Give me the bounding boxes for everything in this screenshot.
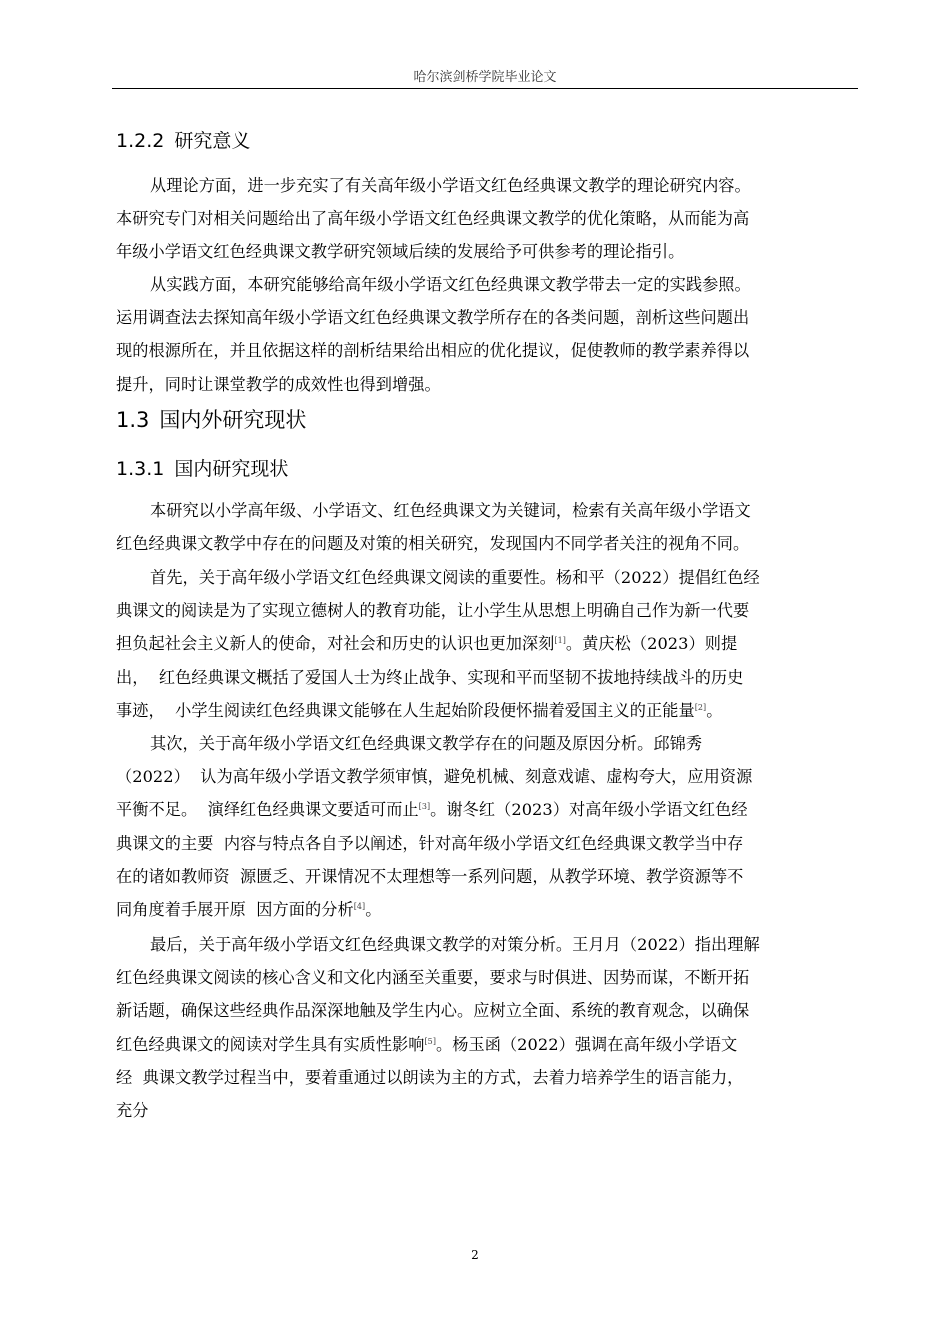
section-heading-1-2-2 bbox=[116, 126, 250, 153]
section-title: 国内外研究现状 bbox=[159, 408, 307, 432]
paragraph-practice bbox=[116, 268, 858, 401]
text-run: 。黄庆松（2023）则提 bbox=[565, 634, 738, 654]
text-line: 红色经典课文教学中存在的问题及对策的相关研究，发现国内不同学者关注的视角不同。 bbox=[116, 534, 750, 554]
citation-ref[interactable]: [3] bbox=[418, 802, 431, 812]
text-run: 平衡不足。 演绎红色经典课文要适可而止 bbox=[116, 800, 419, 820]
section-number: 1.3 bbox=[116, 408, 150, 432]
text-line: 本研究以小学高年级、小学语文、红色经典课文为关键词，检索有关高年级小学语文 bbox=[150, 501, 751, 520]
text-run: 事迹， 小学生阅读红色经典课文能够在人生起始阶段便怀揣着爱国主义的正能量 bbox=[116, 700, 695, 720]
text-line: 在的诸如教师资 源匮乏、开课情况不太理想等一系列问题，从教学环境、教学资源等不 bbox=[116, 866, 744, 886]
citation-ref[interactable]: [2] bbox=[694, 702, 707, 712]
section-number: 1.3.1 bbox=[116, 458, 165, 480]
text-line: 提升，同时让课堂教学的成效性也得到增强。 bbox=[116, 374, 441, 394]
text-line: 新话题，确保这些经典作品深深地触及学生内心。应树立全面、系统的教育观念，以确保 bbox=[116, 1001, 750, 1021]
text-line bbox=[116, 793, 858, 826]
text-run: 。 bbox=[706, 700, 723, 720]
paragraph-strategies bbox=[116, 928, 858, 1127]
text-line: （2022） 认为高年级小学语文教学须审慎，避免机械、刻意戏谑、虚构夸大，应用资源 bbox=[116, 767, 753, 787]
citation-ref[interactable]: [5] bbox=[424, 1036, 436, 1046]
text-line bbox=[116, 694, 858, 727]
text-line: 首先，关于高年级小学语文红色经典课文阅读的重要性。杨和平（2022）提倡红色经 bbox=[150, 568, 760, 587]
page-number: 2 bbox=[471, 1248, 479, 1262]
section-title: 国内研究现状 bbox=[174, 458, 289, 480]
text-run: 。谢冬红（2023）对高年级小学语文红色经 bbox=[430, 800, 748, 820]
text-line bbox=[116, 627, 858, 660]
text-run: 。 bbox=[365, 900, 382, 920]
paragraph-importance bbox=[116, 561, 858, 727]
text-line: 典课文的阅读是为了实现立德树人的教育功能，让小学生从思想上明确自己作为新一代要 bbox=[116, 601, 750, 621]
header-divider bbox=[112, 88, 858, 89]
section-heading-1-3 bbox=[116, 404, 306, 434]
text-run: 同角度着手展开原 因方面的分析 bbox=[116, 900, 354, 920]
text-line: 经 典课文教学过程当中，要着重通过以朗读为主的方式，去着力培养学生的语言能力， bbox=[116, 1067, 744, 1087]
text-line: 从实践方面，本研究能够给高年级小学语文红色经典课文教学带去一定的实践参照。 bbox=[150, 275, 751, 294]
text-line: 其次，关于高年级小学语文红色经典课文教学存在的问题及原因分析。邱锦秀 bbox=[150, 734, 703, 753]
citation-ref[interactable]: [1] bbox=[554, 636, 566, 646]
text-line: 典课文的主要 内容与特点各自予以阐述，针对高年级小学语文红色经典课文教学当中存 bbox=[116, 833, 744, 853]
text-line: 本研究专门对相关问题给出了高年级小学语文红色经典课文教学的优化策略，从而能为高 bbox=[116, 209, 750, 229]
paragraph-theory bbox=[116, 169, 858, 269]
text-line: 最后，关于高年级小学语文红色经典课文教学的对策分析。王月月（2022）指出理解 bbox=[150, 935, 760, 954]
text-line: 现的根源所在，并且依据这样的剖析结果给出相应的优化提议，促使教师的教学素养得以 bbox=[116, 341, 750, 361]
text-line: 红色经典课文阅读的核心含义和文化内涵至关重要，要求与时俱进、因势而谋，不断开拓 bbox=[116, 968, 750, 988]
text-run: 红色经典课文的阅读对学生具有实质性影响 bbox=[116, 1034, 425, 1054]
text-line: 充分 bbox=[116, 1101, 149, 1121]
text-line bbox=[116, 893, 858, 926]
text-line: 从理论方面，进一步充实了有关高年级小学语文红色经典课文教学的理论研究内容。 bbox=[150, 176, 751, 195]
paragraph-problems bbox=[116, 727, 858, 926]
paragraph-keywords bbox=[116, 494, 858, 560]
section-number: 1.2.2 bbox=[116, 130, 165, 152]
section-heading-1-3-1 bbox=[116, 454, 288, 481]
text-line: 年级小学语文红色经典课文教学研究领域后续的发展给予可供参考的理论指引。 bbox=[116, 242, 685, 262]
section-title: 研究意义 bbox=[174, 130, 251, 152]
running-header: 哈尔滨剑桥学院毕业论文 bbox=[413, 70, 557, 85]
text-run: 担负起社会主义新人的使命，对社会和历史的认识也更加深刻 bbox=[116, 634, 555, 654]
text-run: 。杨玉函（2022）强调在高年级小学语文 bbox=[436, 1034, 738, 1054]
citation-ref[interactable]: [4] bbox=[353, 902, 366, 912]
text-line: 运用调查法去探知高年级小学语文红色经典课文教学所存在的各类问题，剖析这些问题出 bbox=[116, 308, 750, 328]
text-line bbox=[116, 1028, 858, 1061]
text-line: 出， 红色经典课文概括了爱国人士为终止战争、实现和平而坚韧不拔地持续战斗的历史 bbox=[116, 667, 744, 687]
